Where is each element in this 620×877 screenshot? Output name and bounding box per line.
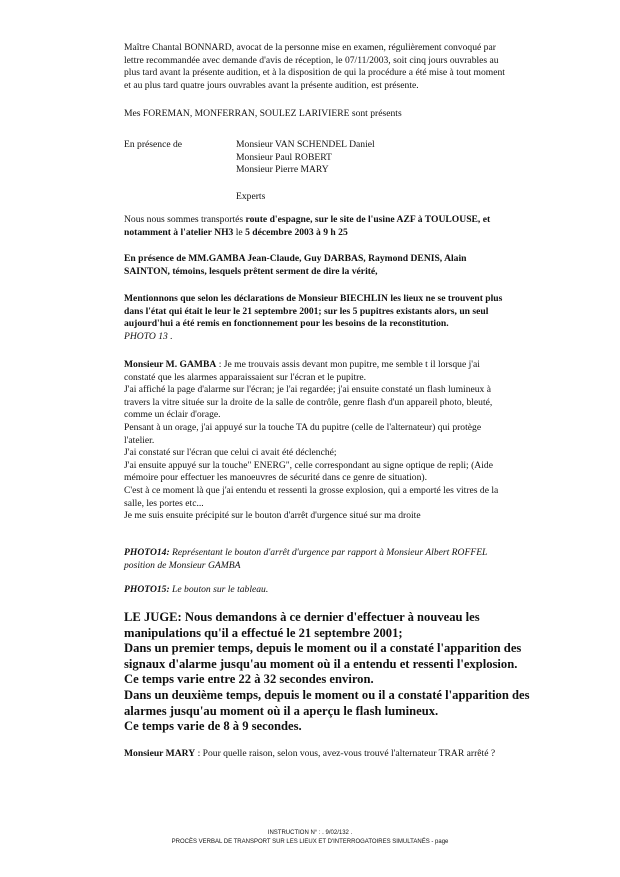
text-line: signaux d'alarme jusqu'au moment où il a entendu et ressenti l'explosion. [124,656,518,671]
footer-instruction: INSTRUCTION N° : . 9/02/132 . [267,830,353,836]
photo14-caption [124,547,584,572]
expert-name: Monsieur VAN SCHENDEL Daniel [236,139,375,150]
transport-paragraph [124,214,584,239]
text-line [124,359,584,372]
statement-text: : Nous demandons à ce dernier d'effectuer à nouveau les [177,610,480,624]
text-line [124,610,584,626]
text-line: plus tard avant la présente audition, et à la disposition de qui la procédure a été mise à tout moment [124,67,505,79]
text-line: Mes FOREMAN, MONFERRAN, SOULEZ LARIVIERE sont présents [124,108,402,119]
text-line: l'atelier. [124,434,155,446]
transport-location: route d'espagne, sur le site de l'usine AZF à TOULOUSE, et [245,214,491,225]
caption-text: Le bouton sur le tableau. [169,584,269,595]
text-line [124,227,584,240]
text-line: salle, les portes etc... [124,497,204,509]
text-line: mémoire pour effectuer les manoeuvres de sécurité dans ce genre de situation). [124,472,427,484]
text-line: lettre recommandée avec demande d'avis de réception, le 07/11/2003, soit cinq jours ouvrables au [124,54,499,66]
text-line: travers la vitre située sur la droite de la salle de contrôle, genre flash d'un appareil photo, bleuté, [124,396,493,408]
text-line: Dans un deuxième temps, depuis le moment ou il a constaté l'apparition des [124,687,530,702]
experts-label: Experts [236,191,266,202]
text-line: Pensant à un orage, j'ai appuyé sur la touche TA du pupitre (celle de l'alternateur) qui protège [124,421,482,433]
judge-statement [124,610,584,735]
text-line: J'ai constaté sur l'écran que celui ci avait été déclenché; [124,447,337,459]
text-line: J'ai affiché la page d'alarme sur l'écran; je l'ai regardée; j'ai ensuite constaté un flash lumineux à [124,384,492,396]
text-line: position de Monsieur GAMBA [124,559,241,571]
photo-ref: PHOTO 13 . [124,330,173,342]
transport-atelier: notamment à l'atelier NH3 [124,226,234,238]
text-line [124,748,584,761]
text-line: alarmes jusqu'au moment où il a aperçu le flash lumineux. [124,703,439,718]
expert-name: Monsieur Pierre MARY [236,164,329,176]
statement-text: : Pour quelle raison, selon vous, avez-vous trouvé l'alternateur TRAR arrêté ? [195,748,496,759]
expert-name: Monsieur Paul ROBERT [236,151,332,163]
text-line [124,547,584,560]
transport-text: le [233,226,246,238]
lawyer-paragraph [124,42,584,92]
text-line: aujourd'hui a été remis en fonctionnement pour les besoins de la reconstitution. [124,318,449,330]
photo15-caption [124,584,584,597]
text-line: Ce temps varie de 8 à 9 secondes. [124,719,302,734]
text-line: Dans un premier temps, depuis le moment ou il a constaté l'apparition des [124,641,522,656]
mention-paragraph [124,293,584,343]
gamba-statement [124,359,584,523]
speaker-name: LE JUGE [124,610,178,624]
mary-question [124,748,584,761]
text-line: dans l'état qui était le leur le 21 septembre 2001; sur les 5 pupitres existants alors, un seul [124,305,489,317]
presence-label: En présence de [124,139,183,150]
footer-proces-verbal: PROCÈS VERBAL DE TRANSPORT SUR LES LIEUX ET D'INTERROGATOIRES SIMULTANÉS - page [171,839,449,845]
photo-label: PHOTO14: [124,547,170,558]
speaker-name: Monsieur M. GAMBA [124,359,217,370]
presence-names [236,139,375,177]
text-line: comme un éclair d'orage. [124,409,221,421]
text-line: J'ai ensuite appuyé sur la touche" ENERG", celle correspondant au signe optique de repli; (Aide [124,459,493,471]
statement-text: : Je me trouvais assis devant mon pupitre, me semble t il lorsque j'ai [216,359,480,370]
present-paragraph [124,108,584,121]
text-line: Ce temps varie entre 22 à 32 secondes environ. [124,672,374,687]
text-line: et au plus tard quatre jours ouvrables avant la présente audition, est présente. [124,79,419,91]
transport-text: Nous nous sommes transportés [124,214,246,225]
text-line: Maître Chantal BONNARD, avocat de la personne mise en examen, régulièrement convoqué par [124,42,496,53]
text-line [124,214,584,227]
photo-label: PHOTO15: [124,584,170,595]
text-line: C'est à ce moment là que j'ai entendu et ressenti la grosse explosion, qui a emporté les vitres de la [124,484,499,496]
text-line: En présence de MM.GAMBA Jean-Claude, Guy DARBAS, Raymond DENIS, Alain [124,253,467,264]
text-line: Je me suis ensuite précipité sur le bouton d'arrêt d'urgence situé sur ma droite [124,510,421,522]
text-line: constaté que les alarmes apparaissaient sur l'écran et le pupitre. [124,371,367,383]
caption-text: Représentant le bouton d'arrêt d'urgence par rapport à Monsieur Albert ROFFEL [169,547,488,558]
text-line [124,584,584,597]
text-line: Mentionnons que selon les déclarations de Monsieur BIECHLIN les lieux ne se trouvent plus [124,293,503,304]
transport-date: 5 décembre 2003 à 9 h 25 [245,226,348,238]
witnesses-paragraph [124,253,584,278]
speaker-name: Monsieur MARY [124,748,196,759]
text-line: manipulations qu'il a effectué le 21 septembre 2001; [124,625,403,640]
text-line: SAINTON, témoins, lesquels prêtent serment de dire la vérité, [124,265,378,277]
